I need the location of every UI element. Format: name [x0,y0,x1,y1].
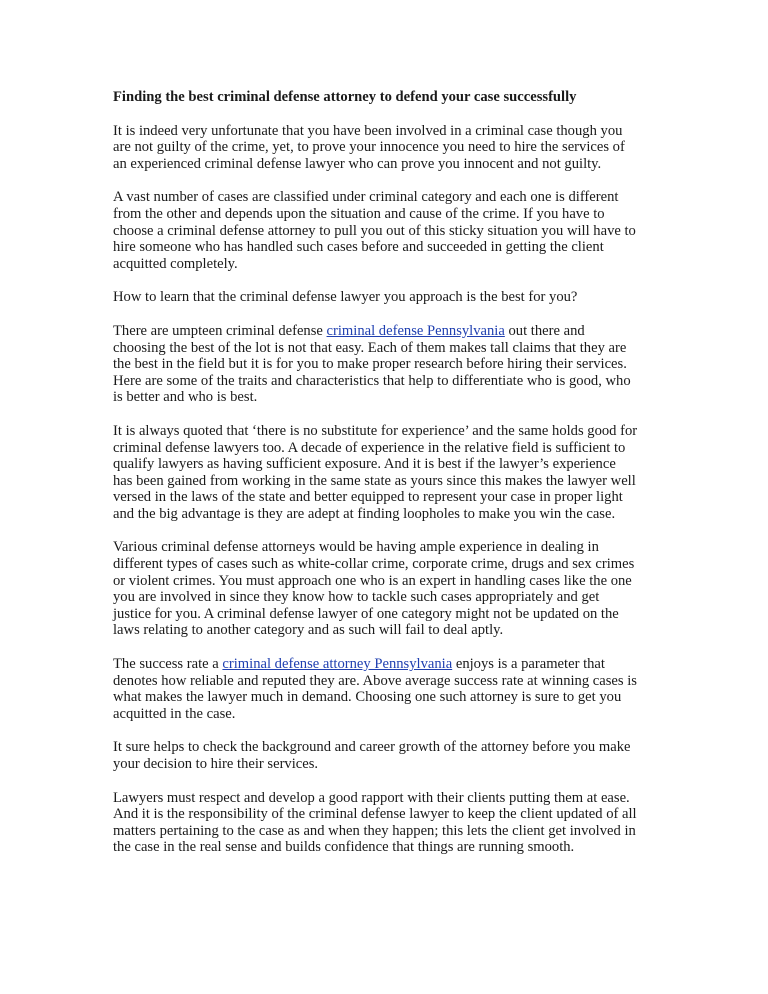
paragraph-6 [113,539,658,639]
text-line: has been gained from working in the same state as yours since this makes the lawyer well [113,472,636,489]
text-line: you are involved in since they know how to tackle such cases appropriately and get [113,589,600,606]
text-line: hire someone who has handled such cases before and succeeded in getting the client [113,239,604,256]
text-line: qualify lawyers as having sufficient exposure. And it is best if the lawyer’s experience [113,456,616,473]
document-page [113,89,658,873]
text-fragment: There are umpteen criminal defense [113,322,327,339]
paragraph-1 [113,123,658,173]
text-line: acquitted completely. [113,255,238,272]
text-line: Here are some of the traits and characteristics that help to differentiate who is good, who [113,372,631,389]
text-line: choosing the best of the lot is not that easy. Each of them makes tall claims that they are [113,339,627,356]
text-line: and the big advantage is they are adept at finding loopholes to make you win the case. [113,505,616,522]
text-line: different types of cases such as white-collar crime, corporate crime, drugs and sex crimes [113,556,635,573]
text-line: It is indeed very unfortunate that you have been involved in a criminal case though you [113,122,623,139]
text-fragment: The success rate a [113,656,223,673]
text-line: matters pertaining to the case as and when they happen; this lets the client get involved in [113,822,636,839]
text-line-with-link [113,656,658,673]
text-line: How to learn that the criminal defense lawyer you approach is the best for you? [113,289,578,306]
text-line: from the other and depends upon the situation and cause of the crime. If you have to [113,205,605,222]
text-line: an experienced criminal defense lawyer who can prove you innocent and not guilty. [113,155,602,172]
text-fragment: out there and [504,322,585,339]
text-line: or violent crimes. You must approach one who is an expert in handling cases like the one [113,572,632,589]
text-line: what makes the lawyer much in demand. Choosing one such attorney is sure to get you [113,689,622,706]
text-line-with-link [113,323,658,340]
criminal-defense-attorney-pennsylvania-link[interactable]: criminal defense attorney Pennsylvania [222,656,453,673]
paragraph-9 [113,790,658,856]
paragraph-5 [113,423,658,523]
paragraph-2 [113,189,658,272]
text-line: the case in the real sense and builds confidence that things are running smooth. [113,839,575,856]
text-line: the best in the field but it is for you to make proper research before hiring their services. [113,356,627,373]
paragraph-8 [113,739,658,772]
text-line: choose a criminal defense attorney to pull you out of this sticky situation you will have to [113,222,636,239]
text-line: is better and who is best. [113,389,258,406]
text-line: Lawyers must respect and develop a good rapport with their clients putting them at ease. [113,789,630,806]
text-line: acquitted in the case. [113,705,236,722]
text-line: And it is the responsibility of the criminal defense lawyer to keep the client updated of all [113,806,637,823]
text-line: your decision to hire their services. [113,756,319,772]
text-line: laws relating to another category and as such will fail to deal aptly. [113,622,504,639]
text-line: are not guilty of the crime, yet, to prove your innocence you need to hire the services of [113,139,625,156]
text-line: A vast number of cases are classified under criminal category and each one is different [113,189,619,206]
text-line: Various criminal defense attorneys would be having ample experience in dealing in [113,539,599,556]
document-title: Finding the best criminal defense attorney to defend your case successfully [113,89,577,105]
text-line: justice for you. A criminal defense lawyer of one category might not be updated on the [113,605,619,622]
paragraph-3 [113,289,658,306]
paragraph-7 [113,656,658,722]
text-fragment: enjoys is a parameter that [452,656,605,673]
criminal-defense-pennsylvania-link[interactable]: criminal defense Pennsylvania [326,322,505,339]
text-line: criminal defense lawyers too. A decade of experience in the relative field is sufficient to [113,439,626,456]
text-line: It sure helps to check the background and career growth of the attorney before you make [113,739,631,756]
text-line: versed in the laws of the state and better equipped to represent your case in proper light [113,489,623,506]
paragraph-4 [113,323,658,406]
text-line: It is always quoted that ‘there is no substitute for experience’ and the same holds good for [113,422,638,439]
text-line: denotes how reliable and reputed they are. Above average success rate at winning cases is [113,672,637,689]
